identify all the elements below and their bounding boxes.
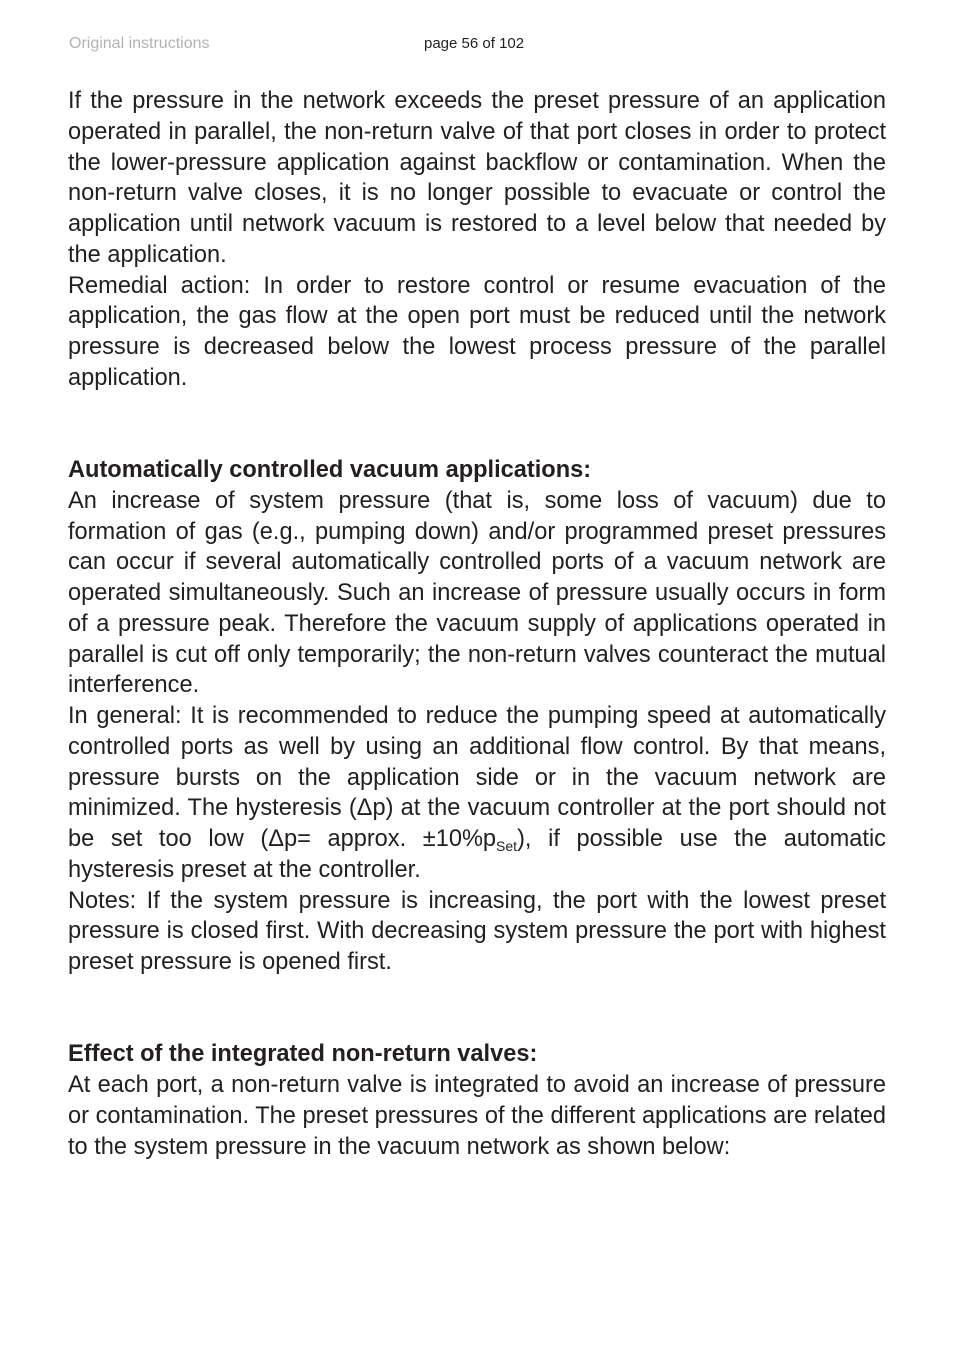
recommendation-text-end: ), if possible use the automatic hysteresis preset at the controller.: [68, 826, 886, 883]
set-subscript: Set: [496, 838, 518, 854]
page-indicator: page 56 of 102: [424, 35, 525, 52]
remedial-action-paragraph: Remedial action: In order to restore control or resume evacuation of the application, the gas flow at the open port must be reduced until the network pressure is decreased below the lowest process pressure of the parallel application.: [68, 272, 886, 391]
network-pressure-paragraph: If the pressure in the network exceeds the preset pressure of an application operated in parallel, the non-return valve of that port closes in order to protect the lower-pressure application against backflow or contamination. When the non-return valve closes, it is no longer possible to evacuate or control the application until network vacuum is restored to a level below that needed by the application.: [68, 88, 886, 268]
section-heading-non-return-valves: Effect of the integrated non-return valves:: [68, 1041, 538, 1068]
section-heading-automatic-control: Automatically controlled vacuum applications:: [68, 457, 592, 483]
system-pressure-paragraph: An increase of system pressure (that is, some loss of vacuum) due to formation of gas (e.g., pumping down) and/or programmed preset pressures can occur if several automatically controlled ports of a vacuum network are operated simultaneously. Such an increase of pressure usually occurs in form of a pressure peak. Therefore the vacuum supply of applications operated in parallel is cut off only temporarily; the non-return valves counteract the mutual interference.: [68, 487, 886, 699]
notes-paragraph: Notes: If the system pressure is increasing, the port with the lowest preset pressure is closed first. With decreasing system pressure the port with highest preset pressure is opened first.: [68, 887, 886, 975]
recommendation-text: In general: It is recommended to reduce the pumping speed at automatically controlled ports as well by using an additional flow control. By that means, pressure bursts on the application side or in the vacuum network are minimized. The hysteresis (Δp) at the vacuum controller at the port should not be set too low (Δp= approx. ±10%p: [68, 703, 886, 852]
section-spacer: [68, 978, 886, 1040]
section-spacer: [68, 394, 886, 456]
document-label: Original instructions: [69, 35, 210, 52]
page-content: [68, 86, 886, 1162]
general-recommendation-paragraph: [68, 701, 886, 886]
non-return-valve-paragraph: At each port, a non-return valve is integrated to avoid an increase of pressure or contamination. The preset pressures of the different applications are related to the system pressure in the vacuum network as shown below:: [68, 1072, 886, 1160]
